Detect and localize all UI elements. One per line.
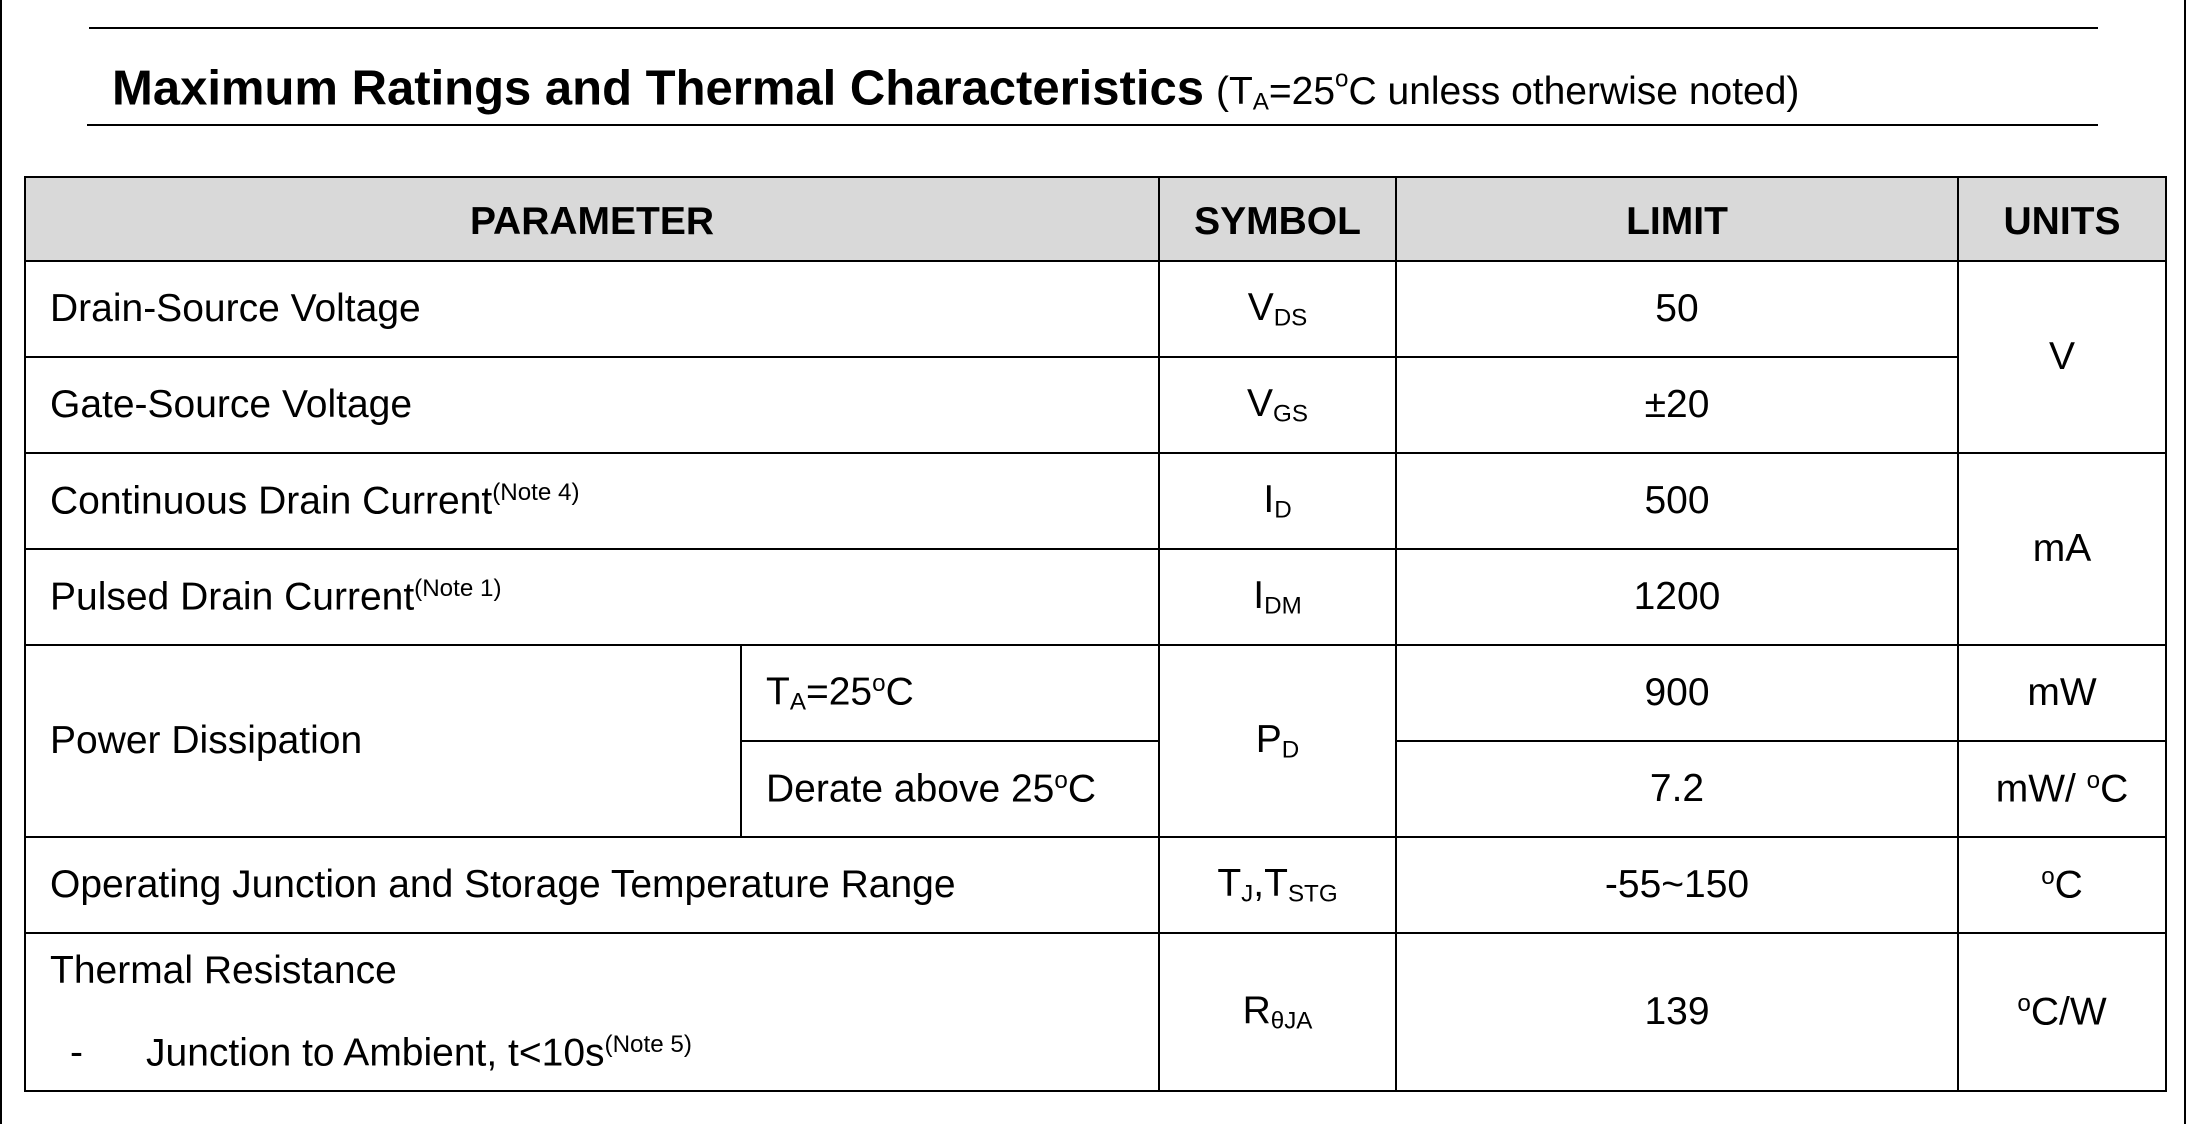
table-row bbox=[25, 837, 2166, 933]
note-reference: (Note 5) bbox=[604, 1031, 692, 1058]
note-reference: (Note 4) bbox=[492, 478, 580, 506]
heading-bottom-rule bbox=[87, 124, 2098, 126]
units-pd: mW bbox=[1958, 645, 2166, 741]
table-row bbox=[25, 933, 2166, 1091]
parameter-gate-source-voltage: Gate-Source Voltage bbox=[25, 357, 1159, 453]
limit-id: 500 bbox=[1396, 453, 1958, 549]
table-row bbox=[25, 645, 2166, 741]
header-parameter: PARAMETER bbox=[25, 177, 1159, 261]
symbol-vgs: $V_{GS}$ bbox=[1159, 357, 1396, 453]
heading-title: Maximum Ratings and Thermal Characteristics bbox=[112, 61, 1204, 116]
parameter-power-dissipation: Power Dissipation bbox=[25, 645, 741, 837]
limit-vds: 50 bbox=[1396, 261, 1958, 357]
condition-ta-25c: $T_A=25^oC$ bbox=[741, 645, 1159, 741]
header-limit: LIMIT bbox=[1396, 177, 1958, 261]
units-derate: mW/ $^o$C bbox=[1958, 741, 2166, 837]
ratings-table bbox=[24, 176, 2167, 1092]
limit-derate: 7.2 bbox=[1396, 741, 1958, 837]
condition-derate: Derate above 25$^o$C bbox=[741, 741, 1159, 837]
parameter-pulsed-drain-current: Pulsed Drain Current$^{(Note 1)}$ bbox=[25, 549, 1159, 645]
parameter-continuous-drain-current: Continuous Drain Current$^{(Note 4)}$ bbox=[25, 453, 1159, 549]
parameter-drain-source-voltage: Drain-Source Voltage bbox=[25, 261, 1159, 357]
table-row bbox=[25, 549, 2166, 645]
heading-condition: ($T_A=25^oC$ unless otherwise noted) bbox=[1215, 66, 1800, 116]
units-temperature: $^o$C bbox=[1958, 837, 2166, 933]
limit-thermal-resistance: 139 bbox=[1396, 933, 1958, 1091]
limit-pd: 900 bbox=[1396, 645, 1958, 741]
table-row bbox=[25, 357, 2166, 453]
symbol-idm: $I_{DM}$ bbox=[1159, 549, 1396, 645]
table-row bbox=[25, 261, 2166, 357]
parameter-operating-temperature: Operating Junction and Storage Temperature Range bbox=[25, 837, 1159, 933]
units-thermal-resistance: $^o$C/W bbox=[1958, 933, 2166, 1091]
symbol-rthja: $R_{\theta JA}$ bbox=[1159, 933, 1396, 1091]
units-voltage: V bbox=[1958, 261, 2166, 453]
symbol-pd: $P_D$ bbox=[1159, 645, 1396, 837]
symbol-vds: $V_{DS}$ bbox=[1159, 261, 1396, 357]
limit-vgs: ±20 bbox=[1396, 357, 1958, 453]
symbol-id: $I_D$ bbox=[1159, 453, 1396, 549]
table-header-row bbox=[25, 177, 2166, 261]
units-current: mA bbox=[1958, 453, 2166, 645]
header-symbol: SYMBOL bbox=[1159, 177, 1396, 261]
note-reference: (Note 1) bbox=[414, 574, 502, 602]
table-row bbox=[25, 453, 2166, 549]
header-units: UNITS bbox=[1958, 177, 2166, 261]
parameter-thermal-resistance: Thermal Resistance - Junction to Ambient, $t<10s^{(Note 5)}$ bbox=[25, 933, 1159, 1091]
limit-temperature: -55~150 bbox=[1396, 837, 1958, 933]
symbol-tj-tstg: $T_J,T_{STG}$ bbox=[1159, 837, 1396, 933]
heading-top-rule bbox=[89, 27, 2098, 29]
limit-idm: 1200 bbox=[1396, 549, 1958, 645]
